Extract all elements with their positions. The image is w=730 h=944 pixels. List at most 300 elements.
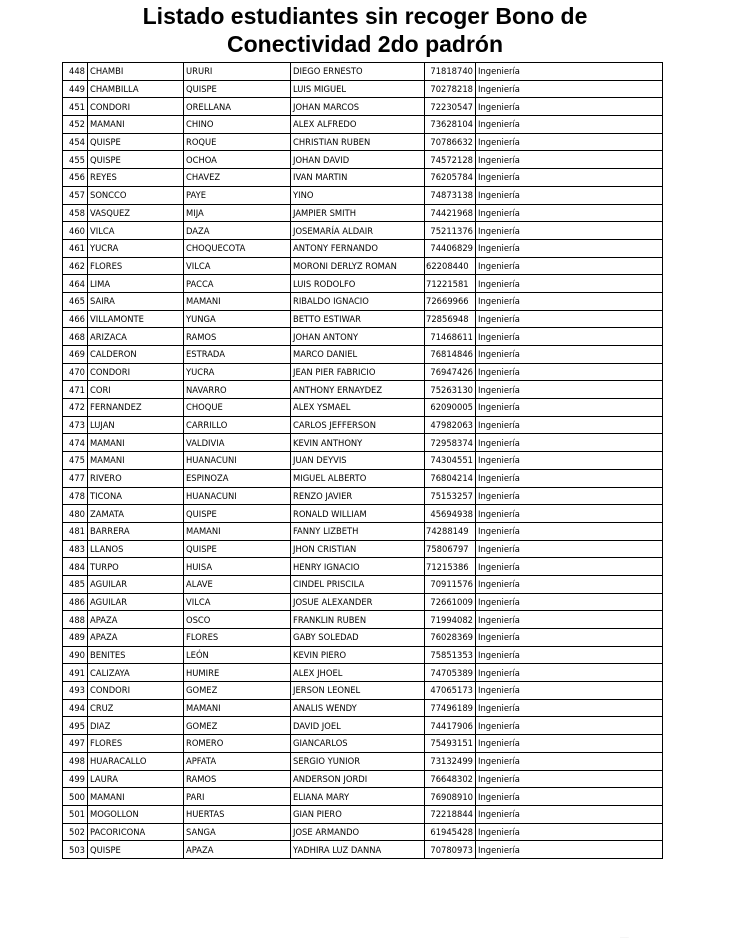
cell-paternal-surname: AGUILAR <box>88 593 184 611</box>
cell-dni: 75153257 <box>425 487 476 505</box>
cell-dni: 75806797 <box>425 540 476 558</box>
cell-row-number: 461 <box>63 239 88 257</box>
students-table-body <box>63 63 663 859</box>
cell-row-number: 480 <box>63 505 88 523</box>
table-row <box>63 399 663 417</box>
table-row <box>63 98 663 116</box>
cell-row-number: 486 <box>63 593 88 611</box>
cell-dni: 76814846 <box>425 346 476 364</box>
cell-paternal-surname: DIAZ <box>88 717 184 735</box>
cell-given-names: JOHAN ANTONY <box>291 328 425 346</box>
table-row <box>63 646 663 664</box>
table-row <box>63 346 663 364</box>
cell-maternal-surname: CHAVEZ <box>184 169 291 187</box>
cell-dni: 73132499 <box>425 752 476 770</box>
table-row <box>63 682 663 700</box>
cell-faculty: Ingeniería <box>476 186 663 204</box>
cell-faculty: Ingeniería <box>476 275 663 293</box>
cell-given-names: DAVID JOEL <box>291 717 425 735</box>
table-row <box>63 788 663 806</box>
table-row <box>63 328 663 346</box>
cell-paternal-surname: FLORES <box>88 735 184 753</box>
cell-paternal-surname: CALDERON <box>88 346 184 364</box>
cell-row-number: 495 <box>63 717 88 735</box>
cell-given-names: ANDERSON JORDI <box>291 770 425 788</box>
cell-dni: 76804214 <box>425 469 476 487</box>
cell-faculty: Ingeniería <box>476 752 663 770</box>
cell-dni: 76028369 <box>425 629 476 647</box>
cell-dni: 70911576 <box>425 575 476 593</box>
cell-maternal-surname: HUANACUNI <box>184 487 291 505</box>
cell-row-number: 456 <box>63 169 88 187</box>
cell-dni: 74873138 <box>425 186 476 204</box>
cell-paternal-surname: LIMA <box>88 275 184 293</box>
cell-dni: 76908910 <box>425 788 476 806</box>
table-row <box>63 664 663 682</box>
cell-paternal-surname: ARIZACA <box>88 328 184 346</box>
cell-given-names: JOHAN DAVID <box>291 151 425 169</box>
cell-given-names: RIBALDO IGNACIO <box>291 292 425 310</box>
cell-row-number: 470 <box>63 363 88 381</box>
table-row <box>63 699 663 717</box>
cell-dni: 74288149 <box>425 522 476 540</box>
cell-row-number: 481 <box>63 522 88 540</box>
table-row <box>63 222 663 240</box>
cell-maternal-surname: QUISPE <box>184 80 291 98</box>
cell-paternal-surname: RIVERO <box>88 469 184 487</box>
cell-paternal-surname: VILCA <box>88 222 184 240</box>
cell-paternal-surname: TURPO <box>88 558 184 576</box>
cell-maternal-surname: CARRILLO <box>184 416 291 434</box>
cell-given-names: ALEX YSMAEL <box>291 399 425 417</box>
cell-dni: 62090005 <box>425 399 476 417</box>
cell-maternal-surname: ESPINOZA <box>184 469 291 487</box>
cell-dni: 75211376 <box>425 222 476 240</box>
cell-row-number: 472 <box>63 399 88 417</box>
cell-paternal-surname: SONCCO <box>88 186 184 204</box>
cell-dni: 72230547 <box>425 98 476 116</box>
cell-dni: 45694938 <box>425 505 476 523</box>
cell-dni: 72218844 <box>425 805 476 823</box>
cell-given-names: CARLOS JEFFERSON <box>291 416 425 434</box>
cell-dni: 72958374 <box>425 434 476 452</box>
cell-paternal-surname: TICONA <box>88 487 184 505</box>
cell-given-names: JOSUE ALEXANDER <box>291 593 425 611</box>
cell-maternal-surname: ESTRADA <box>184 346 291 364</box>
cell-paternal-surname: APAZA <box>88 629 184 647</box>
cell-faculty: Ingeniería <box>476 505 663 523</box>
cell-row-number: 464 <box>63 275 88 293</box>
cell-maternal-surname: HUANACUNI <box>184 452 291 470</box>
cell-given-names: BETTO ESTIWAR <box>291 310 425 328</box>
table-row <box>63 257 663 275</box>
cell-given-names: GABY SOLEDAD <box>291 629 425 647</box>
cell-dni: 47065173 <box>425 682 476 700</box>
cell-given-names: GIANCARLOS <box>291 735 425 753</box>
cell-paternal-surname: MAMANI <box>88 116 184 134</box>
cell-maternal-surname: PACCA <box>184 275 291 293</box>
cell-faculty: Ingeniería <box>476 823 663 841</box>
cell-paternal-surname: HUARACALLO <box>88 752 184 770</box>
cell-row-number: 458 <box>63 204 88 222</box>
cell-faculty: Ingeniería <box>476 682 663 700</box>
cell-dni: 70278218 <box>425 80 476 98</box>
cell-paternal-surname: QUISPE <box>88 841 184 859</box>
cell-row-number: 462 <box>63 257 88 275</box>
cell-paternal-surname: YUCRA <box>88 239 184 257</box>
cell-given-names: YADHIRA LUZ DANNA <box>291 841 425 859</box>
cell-row-number: 473 <box>63 416 88 434</box>
cell-maternal-surname: VILCA <box>184 593 291 611</box>
cell-faculty: Ingeniería <box>476 841 663 859</box>
cell-faculty: Ingeniería <box>476 699 663 717</box>
cell-given-names: LUIS MIGUEL <box>291 80 425 98</box>
cell-given-names: JUAN DEYVIS <box>291 452 425 470</box>
cell-paternal-surname: LLANOS <box>88 540 184 558</box>
cell-faculty: Ingeniería <box>476 399 663 417</box>
cell-given-names: KEVIN ANTHONY <box>291 434 425 452</box>
table-row <box>63 416 663 434</box>
cell-paternal-surname: REYES <box>88 169 184 187</box>
cell-row-number: 491 <box>63 664 88 682</box>
table-row <box>63 575 663 593</box>
cell-dni: 70786632 <box>425 133 476 151</box>
cell-given-names: GIAN PIERO <box>291 805 425 823</box>
cell-paternal-surname: CONDORI <box>88 98 184 116</box>
cell-given-names: ANALIS WENDY <box>291 699 425 717</box>
cell-dni: 74572128 <box>425 151 476 169</box>
cell-paternal-surname: CONDORI <box>88 682 184 700</box>
cell-given-names: JERSON LEONEL <box>291 682 425 700</box>
cell-paternal-surname: MOGOLLON <box>88 805 184 823</box>
cell-faculty: Ingeniería <box>476 629 663 647</box>
table-row <box>63 593 663 611</box>
cell-faculty: Ingeniería <box>476 611 663 629</box>
cell-row-number: 468 <box>63 328 88 346</box>
cell-row-number: 477 <box>63 469 88 487</box>
cell-paternal-surname: CALIZAYA <box>88 664 184 682</box>
cell-given-names: ALEX JHOEL <box>291 664 425 682</box>
cell-maternal-surname: FLORES <box>184 629 291 647</box>
cell-dni: 71468611 <box>425 328 476 346</box>
table-row <box>63 310 663 328</box>
cell-faculty: Ingeniería <box>476 805 663 823</box>
cell-paternal-surname: BARRERA <box>88 522 184 540</box>
cell-dni: 72856948 <box>425 310 476 328</box>
cell-faculty: Ingeniería <box>476 80 663 98</box>
cell-row-number: 488 <box>63 611 88 629</box>
cell-dni: 75263130 <box>425 381 476 399</box>
cell-maternal-surname: VALDIVIA <box>184 434 291 452</box>
cell-maternal-surname: HUERTAS <box>184 805 291 823</box>
students-table <box>62 62 663 859</box>
page-title-line-1: Listado estudiantes sin recoger Bono de <box>142 3 588 29</box>
cell-paternal-surname: FLORES <box>88 257 184 275</box>
cell-faculty: Ingeniería <box>476 133 663 151</box>
cell-paternal-surname: ZAMATA <box>88 505 184 523</box>
cell-faculty: Ingeniería <box>476 575 663 593</box>
cell-paternal-surname: FERNANDEZ <box>88 399 184 417</box>
cell-maternal-surname: YUNGA <box>184 310 291 328</box>
cell-maternal-surname: QUISPE <box>184 540 291 558</box>
table-row <box>63 752 663 770</box>
table-row <box>63 80 663 98</box>
cell-given-names: JHON CRISTIAN <box>291 540 425 558</box>
cell-maternal-surname: SANGA <box>184 823 291 841</box>
cell-row-number: 498 <box>63 752 88 770</box>
cell-dni: 76648302 <box>425 770 476 788</box>
cell-paternal-surname: CRUZ <box>88 699 184 717</box>
table-row <box>63 823 663 841</box>
cell-dni: 73628104 <box>425 116 476 134</box>
cell-given-names: IVAN MARTIN <box>291 169 425 187</box>
cell-maternal-surname: NAVARRO <box>184 381 291 399</box>
cell-dni: 61945428 <box>425 823 476 841</box>
cell-maternal-surname: RAMOS <box>184 328 291 346</box>
table-row <box>63 239 663 257</box>
cell-faculty: Ingeniería <box>476 257 663 275</box>
table-row <box>63 204 663 222</box>
cell-row-number: 460 <box>63 222 88 240</box>
table-row <box>63 151 663 169</box>
table-row <box>63 63 663 81</box>
cell-faculty: Ingeniería <box>476 452 663 470</box>
cell-dni: 71221581 <box>425 275 476 293</box>
cell-given-names: JOSEMARÍA ALDAIR <box>291 222 425 240</box>
cell-maternal-surname: ROMERO <box>184 735 291 753</box>
cell-given-names: YINO <box>291 186 425 204</box>
table-row <box>63 770 663 788</box>
footer-mark: ········· <box>620 935 629 939</box>
cell-faculty: Ingeniería <box>476 788 663 806</box>
cell-dni: 72669966 <box>425 292 476 310</box>
cell-maternal-surname: APAZA <box>184 841 291 859</box>
cell-faculty: Ingeniería <box>476 416 663 434</box>
cell-dni: 71818740 <box>425 63 476 81</box>
cell-row-number: 471 <box>63 381 88 399</box>
cell-row-number: 449 <box>63 80 88 98</box>
cell-maternal-surname: DAZA <box>184 222 291 240</box>
cell-faculty: Ingeniería <box>476 593 663 611</box>
cell-maternal-surname: MAMANI <box>184 292 291 310</box>
cell-dni: 75851353 <box>425 646 476 664</box>
table-row <box>63 558 663 576</box>
cell-maternal-surname: VILCA <box>184 257 291 275</box>
cell-row-number: 485 <box>63 575 88 593</box>
cell-maternal-surname: CHOQUECOTA <box>184 239 291 257</box>
cell-paternal-surname: BENITES <box>88 646 184 664</box>
table-row <box>63 735 663 753</box>
table-row <box>63 487 663 505</box>
table-row <box>63 452 663 470</box>
cell-row-number: 474 <box>63 434 88 452</box>
cell-maternal-surname: PAYE <box>184 186 291 204</box>
cell-maternal-surname: PARI <box>184 788 291 806</box>
cell-paternal-surname: CONDORI <box>88 363 184 381</box>
cell-dni: 74417906 <box>425 717 476 735</box>
cell-paternal-surname: AGUILAR <box>88 575 184 593</box>
cell-paternal-surname: CHAMBILLA <box>88 80 184 98</box>
cell-row-number: 500 <box>63 788 88 806</box>
table-row <box>63 169 663 187</box>
table-row <box>63 275 663 293</box>
cell-dni: 74406829 <box>425 239 476 257</box>
cell-dni: 72661009 <box>425 593 476 611</box>
cell-maternal-surname: MIJA <box>184 204 291 222</box>
cell-row-number: 465 <box>63 292 88 310</box>
cell-maternal-surname: OCHOA <box>184 151 291 169</box>
cell-given-names: ANTONY FERNANDO <box>291 239 425 257</box>
cell-faculty: Ingeniería <box>476 664 663 682</box>
table-row <box>63 540 663 558</box>
cell-faculty: Ingeniería <box>476 98 663 116</box>
page-title <box>0 2 730 58</box>
page-title-line-2: Conectividad 2do padrón <box>226 31 504 57</box>
cell-faculty: Ingeniería <box>476 487 663 505</box>
cell-paternal-surname: CHAMBI <box>88 63 184 81</box>
cell-given-names: HENRY IGNACIO <box>291 558 425 576</box>
cell-maternal-surname: ORELLANA <box>184 98 291 116</box>
cell-faculty: Ingeniería <box>476 169 663 187</box>
cell-faculty: Ingeniería <box>476 222 663 240</box>
cell-paternal-surname: MAMANI <box>88 434 184 452</box>
cell-row-number: 478 <box>63 487 88 505</box>
cell-paternal-surname: VASQUEZ <box>88 204 184 222</box>
cell-maternal-surname: LEÓN <box>184 646 291 664</box>
cell-given-names: DIEGO ERNESTO <box>291 63 425 81</box>
table-row <box>63 805 663 823</box>
cell-dni: 77496189 <box>425 699 476 717</box>
cell-faculty: Ingeniería <box>476 328 663 346</box>
table-row <box>63 841 663 859</box>
cell-given-names: KEVIN PIERO <box>291 646 425 664</box>
table-row <box>63 717 663 735</box>
cell-row-number: 499 <box>63 770 88 788</box>
cell-paternal-surname: QUISPE <box>88 151 184 169</box>
cell-faculty: Ingeniería <box>476 522 663 540</box>
cell-faculty: Ingeniería <box>476 204 663 222</box>
cell-given-names: RONALD WILLIAM <box>291 505 425 523</box>
cell-dni: 75493151 <box>425 735 476 753</box>
cell-paternal-surname: MAMANI <box>88 452 184 470</box>
cell-faculty: Ingeniería <box>476 717 663 735</box>
cell-given-names: FRANKLIN RUBEN <box>291 611 425 629</box>
cell-paternal-surname: LUJAN <box>88 416 184 434</box>
cell-row-number: 484 <box>63 558 88 576</box>
cell-row-number: 494 <box>63 699 88 717</box>
cell-given-names: JAMPIER SMITH <box>291 204 425 222</box>
cell-paternal-surname: VILLAMONTE <box>88 310 184 328</box>
cell-maternal-surname: ROQUE <box>184 133 291 151</box>
cell-dni: 47982063 <box>425 416 476 434</box>
cell-given-names: MARCO DANIEL <box>291 346 425 364</box>
cell-dni: 74421968 <box>425 204 476 222</box>
cell-faculty: Ingeniería <box>476 558 663 576</box>
cell-dni: 70780973 <box>425 841 476 859</box>
cell-paternal-surname: PACORICONA <box>88 823 184 841</box>
cell-dni: 76947426 <box>425 363 476 381</box>
cell-faculty: Ingeniería <box>476 310 663 328</box>
table-row <box>63 133 663 151</box>
cell-maternal-surname: OSCO <box>184 611 291 629</box>
cell-given-names: JOHAN MARCOS <box>291 98 425 116</box>
table-row <box>63 434 663 452</box>
cell-maternal-surname: GOMEZ <box>184 717 291 735</box>
cell-row-number: 457 <box>63 186 88 204</box>
cell-given-names: MORONI DERLYZ ROMAN <box>291 257 425 275</box>
cell-faculty: Ingeniería <box>476 63 663 81</box>
cell-given-names: SERGIO YUNIOR <box>291 752 425 770</box>
cell-paternal-surname: MAMANI <box>88 788 184 806</box>
cell-given-names: LUIS RODOLFO <box>291 275 425 293</box>
cell-given-names: ANTHONY ERNAYDEZ <box>291 381 425 399</box>
cell-given-names: ELIANA MARY <box>291 788 425 806</box>
cell-row-number: 454 <box>63 133 88 151</box>
cell-row-number: 455 <box>63 151 88 169</box>
cell-given-names: ALEX ALFREDO <box>291 116 425 134</box>
cell-faculty: Ingeniería <box>476 469 663 487</box>
cell-row-number: 493 <box>63 682 88 700</box>
table-row <box>63 611 663 629</box>
cell-row-number: 502 <box>63 823 88 841</box>
cell-dni: 74705389 <box>425 664 476 682</box>
cell-faculty: Ingeniería <box>476 239 663 257</box>
table-row <box>63 186 663 204</box>
cell-maternal-surname: RAMOS <box>184 770 291 788</box>
cell-faculty: Ingeniería <box>476 735 663 753</box>
cell-row-number: 475 <box>63 452 88 470</box>
cell-paternal-surname: LAURA <box>88 770 184 788</box>
cell-faculty: Ingeniería <box>476 116 663 134</box>
cell-row-number: 483 <box>63 540 88 558</box>
cell-faculty: Ingeniería <box>476 363 663 381</box>
cell-given-names: FANNY LIZBETH <box>291 522 425 540</box>
cell-given-names: JOSE ARMANDO <box>291 823 425 841</box>
cell-dni: 71215386 <box>425 558 476 576</box>
cell-maternal-surname: YUCRA <box>184 363 291 381</box>
table-row <box>63 381 663 399</box>
cell-maternal-surname: MAMANI <box>184 522 291 540</box>
cell-given-names: RENZO JAVIER <box>291 487 425 505</box>
cell-row-number: 448 <box>63 63 88 81</box>
cell-paternal-surname: SAIRA <box>88 292 184 310</box>
cell-faculty: Ingeniería <box>476 346 663 364</box>
cell-maternal-surname: QUISPE <box>184 505 291 523</box>
cell-maternal-surname: MAMANI <box>184 699 291 717</box>
cell-faculty: Ingeniería <box>476 646 663 664</box>
cell-row-number: 452 <box>63 116 88 134</box>
student-list <box>62 62 663 859</box>
cell-row-number: 501 <box>63 805 88 823</box>
cell-row-number: 497 <box>63 735 88 753</box>
cell-row-number: 469 <box>63 346 88 364</box>
cell-given-names: CINDEL PRISCILA <box>291 575 425 593</box>
cell-faculty: Ingeniería <box>476 151 663 169</box>
cell-given-names: JEAN PIER FABRICIO <box>291 363 425 381</box>
cell-maternal-surname: HUISA <box>184 558 291 576</box>
cell-maternal-surname: CHOQUE <box>184 399 291 417</box>
cell-row-number: 489 <box>63 629 88 647</box>
cell-maternal-surname: HUMIRE <box>184 664 291 682</box>
table-row <box>63 469 663 487</box>
cell-faculty: Ingeniería <box>476 434 663 452</box>
cell-row-number: 451 <box>63 98 88 116</box>
cell-dni: 76205784 <box>425 169 476 187</box>
table-row <box>63 363 663 381</box>
cell-faculty: Ingeniería <box>476 292 663 310</box>
table-row <box>63 292 663 310</box>
cell-given-names: CHRISTIAN RUBEN <box>291 133 425 151</box>
